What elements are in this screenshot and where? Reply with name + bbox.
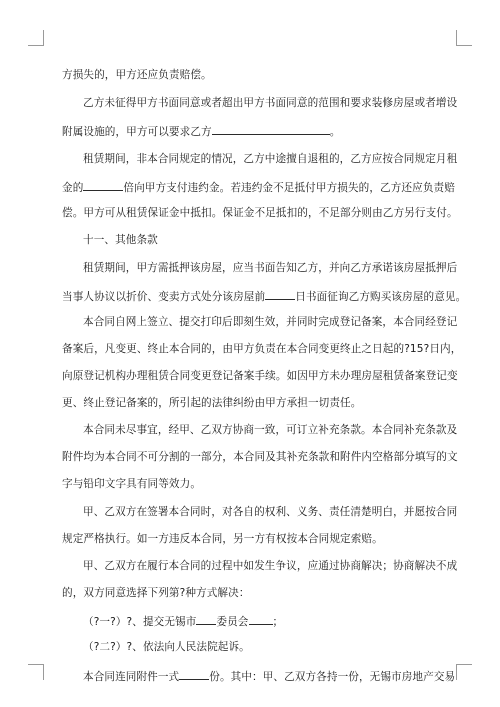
- line-text: 偿。甲方可从租赁保证金中抵扣。保证金不足抵扣的，不足部分则由乙方另行支付。: [62, 207, 458, 219]
- list-item-option-1: [83, 613, 283, 629]
- crop-mark-top-right-h: [456, 45, 472, 46]
- line-text: 乙方未征得甲方书面同意或者超出甲方书面同意的范围和要求装修房屋或者增设: [83, 97, 458, 109]
- line-text: 租赁期间，甲方需抵押该房屋，应当书面告知乙方，并向乙方承诺该房屋抵押后: [83, 262, 458, 274]
- fill-blank: [179, 668, 209, 680]
- line-text: （?一?）?、提交无锡市: [83, 616, 197, 628]
- line-text: 租赁期间，非本合同规定的情况，乙方中途擅自退租的，乙方应按合同规定月租: [83, 153, 458, 165]
- fill-blank: [196, 613, 216, 625]
- text-line: [62, 68, 212, 82]
- text-line: [62, 532, 383, 546]
- crop-mark-bottom-right-v: [456, 664, 457, 680]
- crop-mark-bottom-right-h: [456, 664, 472, 665]
- crop-mark-bottom-left-v: [43, 664, 44, 680]
- line-text: 。: [329, 126, 341, 138]
- line-text: 当事人协议以折价、变卖方式处分该房屋前: [62, 291, 266, 303]
- line-text: 份。其中：甲、乙双方各持一份，无锡市房地产交易: [209, 671, 456, 683]
- crop-mark-top-right-v: [456, 30, 457, 46]
- crop-mark-bottom-left-h: [28, 664, 44, 665]
- line-text: 方损失的，甲方还应负责赔偿。: [62, 69, 212, 81]
- text-line: [62, 123, 340, 139]
- text-line: [62, 450, 458, 464]
- line-text: 日书面征询乙方购买该房屋的意见。: [295, 291, 467, 303]
- section-heading: [83, 233, 158, 247]
- fill-blank: [249, 613, 273, 625]
- line-text: 委员会: [216, 616, 249, 628]
- line-text: 附件均为本合同不可分割的一部分，本合同及其补充条款和附件内空格部分填写的文: [62, 451, 458, 463]
- text-line: [83, 668, 455, 684]
- line-text: ；: [272, 616, 284, 628]
- line-text: （?二?）?、依法向人民法院起诉。: [83, 641, 250, 653]
- text-line: [83, 315, 457, 329]
- list-item-option-2: [83, 640, 250, 654]
- line-text: 本合同自网上签立、提交打印后即刻生效，并同时完成登记备案，本合同经登记: [83, 316, 458, 328]
- line-text: 十一、其他条款: [83, 234, 158, 246]
- text-line: [83, 261, 457, 275]
- text-line: [62, 477, 201, 491]
- line-text: 甲、乙双方在签署本合同时，对各自的权利、义务、责任清楚明白，并愿按合同: [83, 506, 458, 518]
- text-line: [62, 179, 455, 195]
- line-text: 附属设施的，甲方可以要求乙方: [62, 126, 212, 138]
- line-text: 字与铅印文字具有同等效力。: [62, 478, 202, 490]
- text-line: [83, 152, 457, 166]
- text-line: [62, 369, 458, 383]
- text-line: [62, 342, 461, 356]
- text-line: [62, 586, 250, 600]
- text-line: [62, 288, 466, 304]
- line-text: 倍向甲方支付违约金。若违约金不足抵付甲方损失的，乙方还应负责赔: [123, 182, 455, 194]
- fill-blank: [83, 179, 123, 191]
- line-text: 甲、乙双方在履行本合同的过程中如发生争议，应通过协商解决；协商解决不成: [83, 560, 458, 572]
- text-line: [83, 559, 457, 573]
- line-text: 备案后，凡变更、终止本合同的，由甲方负责在本合同变更终止之日起的?15?日内，: [62, 343, 462, 355]
- text-line: [83, 423, 457, 437]
- line-text: 规定严格执行。如一方违反本合同，另一方有权按本合同规定索赔。: [62, 533, 383, 545]
- text-line: [62, 206, 458, 220]
- line-text: 金的: [62, 182, 84, 194]
- crop-mark-top-left-h: [28, 45, 44, 46]
- line-text: 本合同未尽事宜，经甲、乙双方协商一致，可订立补充条款。本合同补充条款及: [83, 424, 458, 436]
- line-text: 向原登记机构办理租赁合同变更登记备案手续。如因甲方未办理房屋租赁备案登记变: [62, 370, 458, 382]
- text-line: [62, 396, 361, 410]
- line-text: 的，双方同意选择下列第?种方式解决：: [62, 587, 250, 599]
- line-text: 更、终止登记备案的，所引起的法律纠纷由甲方承担一切责任。: [62, 397, 362, 409]
- fill-blank: [265, 288, 295, 300]
- crop-mark-top-left-v: [43, 30, 44, 46]
- text-line: [83, 96, 457, 110]
- text-line: [83, 505, 457, 519]
- fill-blank: [212, 123, 330, 135]
- line-text: 本合同连同附件一式: [83, 671, 180, 683]
